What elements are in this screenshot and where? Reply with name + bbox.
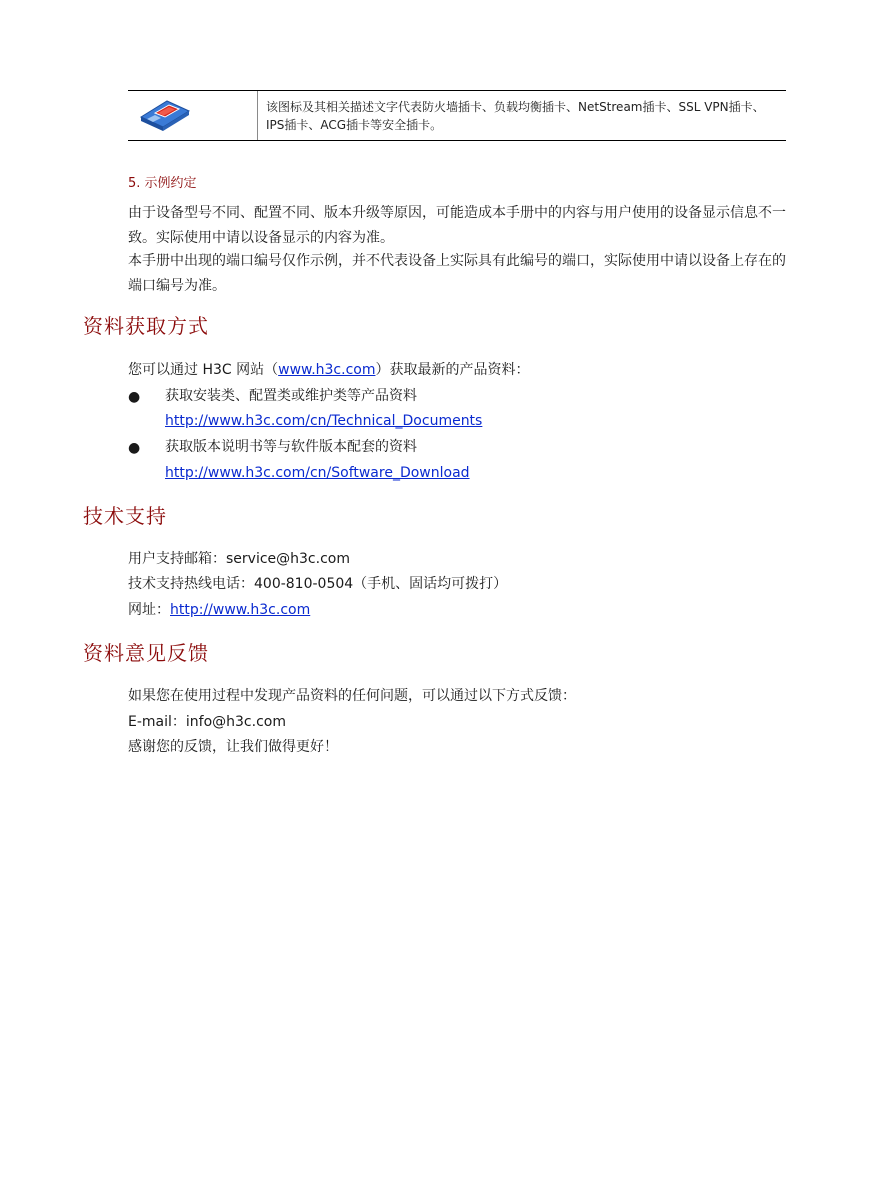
- support-section-title: 技术支持: [83, 504, 167, 528]
- feedback-section-title: 资料意见反馈: [83, 641, 209, 665]
- docs-bullet-2-text: 获取版本说明书等与软件版本配套的资料: [165, 439, 417, 455]
- docs-intro-suffix: ）获取最新的产品资料：: [375, 362, 530, 378]
- docs-bullet-2-link-row: [165, 463, 470, 483]
- example-convention-paragraph-1: 由于设备型号不同、配置不同、版本升级等原因，可能造成本手册中的内容与用户使用的设备显示信息不一致。实际使用中请以设备显示的内容为准。: [128, 205, 786, 246]
- support-email-line: 用户支持邮箱：service@h3c.com: [128, 551, 350, 567]
- feedback-email-line: E-mail：info@h3c.com: [128, 714, 286, 730]
- docs-section-title: 资料获取方式: [83, 314, 209, 338]
- support-website-link[interactable]: http://www.h3c.com: [170, 602, 311, 618]
- docs-bullet-1-link-row: [165, 411, 482, 431]
- docs-intro-prefix: 您可以通过 H3C 网站（: [128, 362, 279, 378]
- support-website-label: 网址：: [128, 602, 170, 618]
- example-convention-heading: 5. 示例约定: [128, 176, 197, 191]
- h3c-website-link[interactable]: www.h3c.com: [278, 362, 376, 378]
- feedback-intro: 如果您在使用过程中发现产品资料的任何问题，可以通过以下方式反馈：: [128, 688, 576, 704]
- docs-bullet-1-text: 获取安装类、配置类或维护类等产品资料: [165, 388, 417, 404]
- support-hotline-line: 技术支持热线电话：400-810-0504（手机、固话均可拨打）: [128, 576, 508, 592]
- bullet-icon: ●: [128, 389, 141, 405]
- icon-legend-icon-cell: [128, 91, 258, 140]
- feedback-thanks: 感谢您的反馈，让我们做得更好！: [128, 739, 338, 755]
- software-download-link[interactable]: http://www.h3c.com/cn/Software_Download: [165, 465, 470, 481]
- bullet-icon: ●: [128, 440, 141, 456]
- support-website-line: [128, 600, 310, 620]
- technical-documents-link[interactable]: http://www.h3c.com/cn/Technical_Documents: [165, 413, 483, 429]
- security-card-icon: [137, 97, 193, 133]
- icon-legend-table: [128, 90, 786, 141]
- example-convention-paragraph-2: 本手册中出现的端口编号仅作示例，并不代表设备上实际具有此编号的端口，实际使用中请以设备上存在的端口编号为准。: [128, 253, 786, 294]
- icon-legend-description: 该图标及其相关描述文字代表防火墙插卡、负载均衡插卡、NetStream插卡、SSL VPN插卡、IPS插卡、ACG插卡等安全插卡。: [266, 100, 765, 132]
- docs-intro: [128, 360, 529, 380]
